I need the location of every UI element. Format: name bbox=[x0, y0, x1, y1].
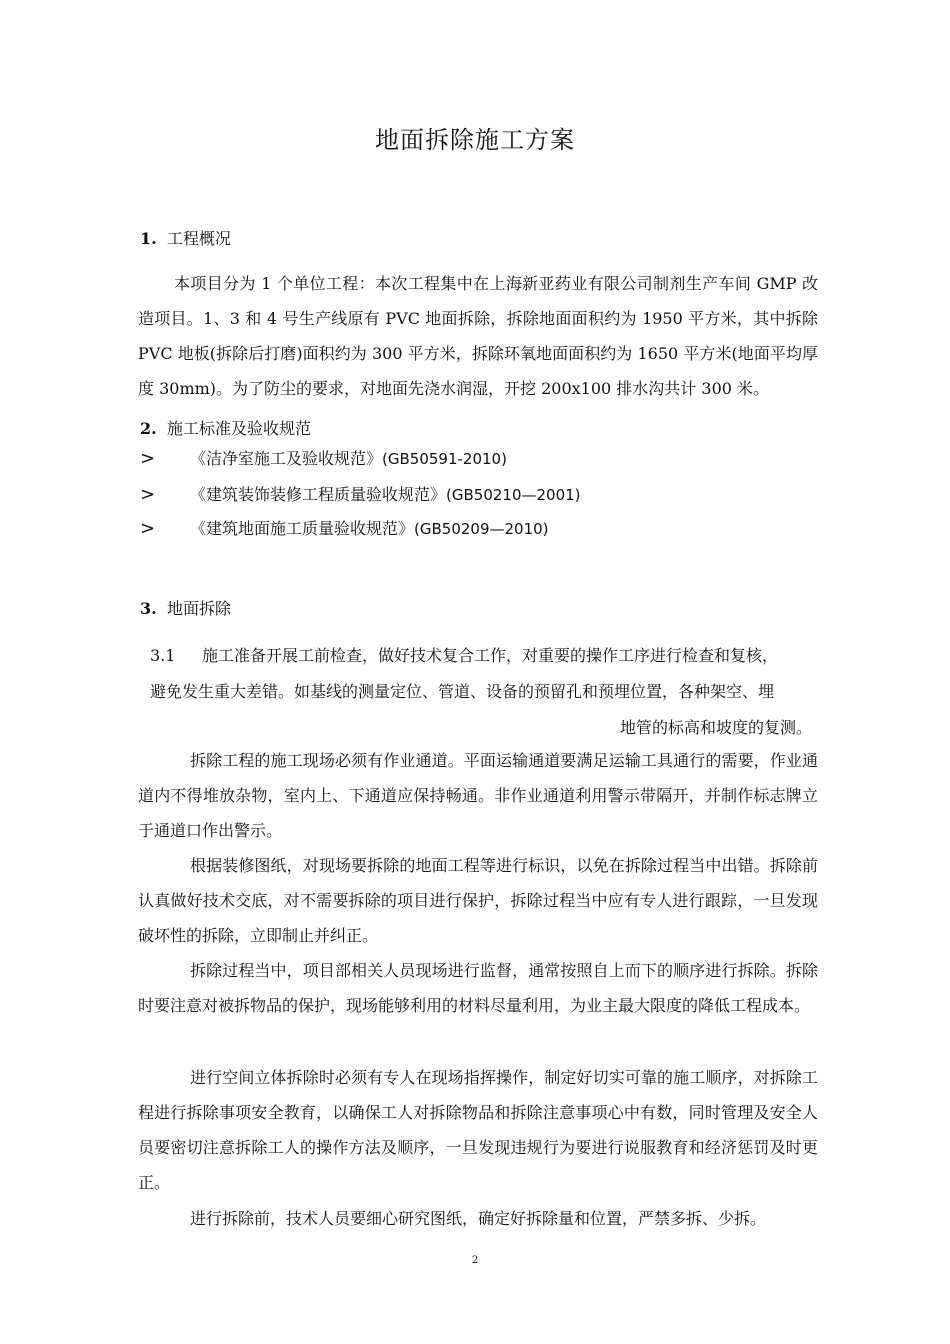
standard-code: (GB50210—2001) bbox=[446, 486, 581, 504]
standard-name: 《洁净室施工及验收规范》 bbox=[190, 449, 383, 468]
section-3-title: 地面拆除 bbox=[167, 599, 232, 618]
arrow-bullet-icon: > bbox=[140, 484, 156, 505]
section-2-number: 2. bbox=[140, 419, 157, 438]
document-title: 地面拆除施工方案 bbox=[375, 126, 575, 154]
section-3-paragraph: 根据装修图纸，对现场要拆除的地面工程等进行标识，以免在拆除过程当中出错。拆除前认真做好技术交底，对不需要拆除的项目进行保护，拆除过程当中应有专人进行跟踪，一旦发现破坏性的拆除，立即制止并纠正。 bbox=[138, 856, 818, 945]
standard-code: (GB50209—2010) bbox=[414, 520, 549, 538]
section-3-heading bbox=[140, 596, 231, 619]
subsection-line-2: 避免发生重大差错。如基线的测量定位、管道、设备的预留孔和预埋位置，各种架空、埋 bbox=[150, 682, 775, 701]
standard-code: (GB50591-2010) bbox=[382, 450, 507, 468]
standard-name: 《建筑装饰装修工程质量验收规范》 bbox=[190, 485, 447, 504]
section-1-paragraph: 本项目分为 1 个单位工程：本次工程集中在上海新亚药业有限公司制剂生产车间 GMP 改造项目。1、3 和 4 号生产线原有 PVC 地面拆除，拆除地面面积约为 1950 平方米，其中拆除 PVC 地板(拆除后打磨)面积约为 300 平方米，拆除环氧地面面积约为 1650 平方米(地面平均厚度 30mm)。为了防尘的要求，对地面先浇水润湿，开挖 200x100 排水沟共计 300 米。 bbox=[138, 274, 818, 398]
subsection-line-3: 地管的标高和坡度的复测。 bbox=[619, 718, 812, 737]
standard-name: 《建筑地面施工质量验收规范》 bbox=[190, 519, 415, 538]
section-1-heading bbox=[140, 226, 231, 249]
section-3-paragraph: 拆除过程当中，项目部相关人员现场进行监督，通常按照自上而下的顺序进行拆除。拆除时要注意对被拆物品的保护，现场能够利用的材料尽量利用，为业主最大限度的降低工程成本。 bbox=[138, 961, 818, 1015]
section-3-number: 3. bbox=[140, 599, 157, 618]
subsection-number: 3.1 bbox=[150, 646, 176, 665]
subsection-3-1 bbox=[150, 638, 818, 746]
section-1-number: 1. bbox=[140, 229, 157, 248]
standard-item bbox=[140, 446, 507, 469]
section-3-paragraph: 进行拆除前，技术人员要细心研究图纸，确定好拆除量和位置，严禁多拆、少拆。 bbox=[190, 1209, 767, 1228]
arrow-bullet-icon: > bbox=[140, 448, 156, 469]
section-3-paragraph: 进行空间立体拆除时必须有专人在现场指挥操作，制定好切实可靠的施工顺序，对拆除工程进行拆除事项安全教育，以确保工人对拆除物品和拆除注意事项心中有数，同时管理及安全人员要密切注意拆除工人的操作方法及顺序，一旦发现违规行为要进行说服教育和经济惩罚及时更正。 bbox=[138, 1068, 818, 1192]
page-number: 2 bbox=[471, 1255, 479, 1266]
section-1-title: 工程概况 bbox=[167, 229, 232, 248]
standard-item bbox=[140, 482, 581, 505]
arrow-bullet-icon: > bbox=[140, 518, 156, 539]
subsection-line-1 bbox=[150, 638, 818, 674]
section-3-paragraph: 拆除工程的施工现场必须有作业通道。平面运输通道要满足运输工具通行的需要，作业通道内不得堆放杂物，室内上、下通道应保持畅通。非作业通道利用警示带隔开，并制作标志牌立于通道口作出警示。 bbox=[138, 751, 818, 840]
standard-item bbox=[140, 516, 549, 539]
section-2-title: 施工标准及验收规范 bbox=[167, 419, 312, 438]
section-2-heading bbox=[140, 416, 311, 439]
subsection-text-1: 施工准备开展工前检查，做好技术复合工作，对重要的操作工序进行检查和复核， bbox=[202, 646, 779, 665]
